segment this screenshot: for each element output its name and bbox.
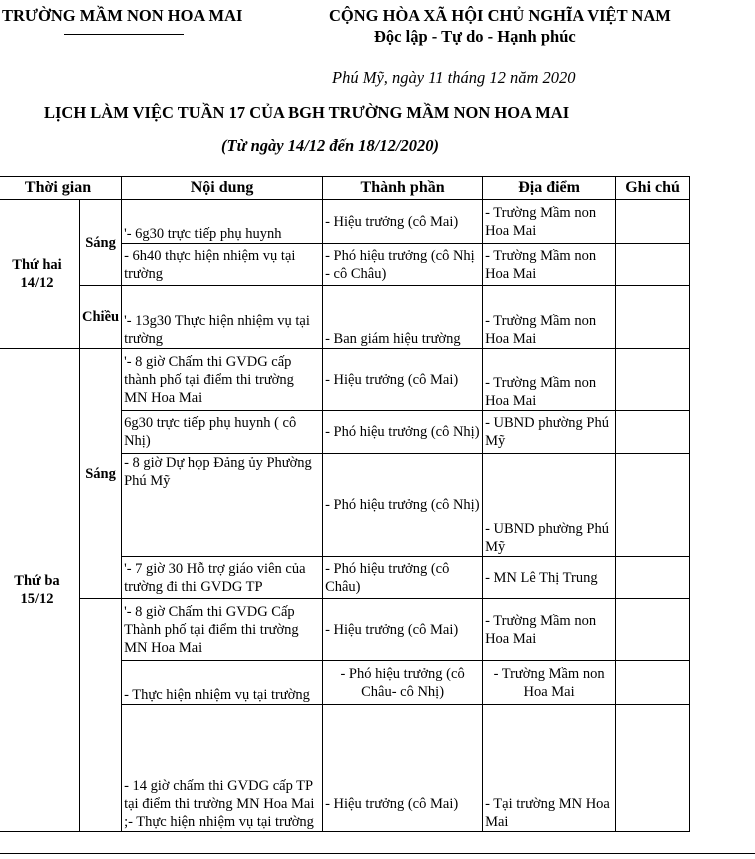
location-cell: - UBND phường Phú Mỹ: [483, 411, 616, 454]
location-cell: - Trường Mầm non Hoa Mai: [483, 244, 616, 286]
members-cell: - Ban giám hiệu trường: [323, 286, 483, 349]
members-cell: - Phó hiệu trưởng (cô Nhị): [323, 411, 483, 454]
members-cell: - Hiệu trưởng (cô Mai): [323, 200, 483, 244]
note-cell: [616, 557, 690, 599]
content-cell: '- 7 giờ 30 Hỗ trợ giáo viên của trường đi thi GVDG TP: [122, 557, 323, 599]
page-subtitle: (Từ ngày 14/12 đến 18/12/2020): [221, 136, 439, 155]
note-cell: [616, 200, 690, 244]
content-cell: - Thực hiện nhiệm vụ tại trường: [122, 661, 323, 705]
note-cell: [616, 286, 690, 349]
content-cell: '- 8 giờ Chấm thi GVDG Cấp Thành phố tại điểm thi trường MN Hoa Mai: [122, 599, 323, 661]
page-title: LỊCH LÀM VIỆC TUẦN 17 CỦA BGH TRƯỜNG MẦM NON HOA MAI: [44, 103, 570, 122]
members-cell: - Phó hiệu trưởng (cô Nhị): [323, 454, 483, 557]
day-label: Thứ hai: [12, 257, 62, 273]
day-cell-tuesday: [0, 349, 80, 832]
members-cell: - Phó hiệu trưởng (cô Nhị - cô Châu): [323, 244, 483, 286]
table-row: [0, 599, 690, 661]
location-cell: - Tại trường MN Hoa Mai: [483, 705, 616, 832]
motto: Độc lập - Tự do - Hạnh phúc: [374, 27, 576, 46]
content-cell: - 6h40 thực hiện nhiệm vụ tại trường: [122, 244, 323, 286]
members-cell: - Hiệu trưởng (cô Mai): [323, 349, 483, 411]
members-cell: - Hiệu trưởng (cô Mai): [323, 599, 483, 661]
location-cell: - Trường Mầm non Hoa Mai: [483, 200, 616, 244]
day-date: 15/12: [20, 591, 54, 607]
session-cell: Sáng: [80, 349, 122, 599]
location-cell: - Trường Mầm non Hoa Mai: [483, 661, 616, 705]
location-cell: - Trường Mầm non Hoa Mai: [483, 599, 616, 661]
table-row: [0, 349, 690, 411]
header-location: Địa điểm: [483, 177, 616, 200]
location-cell: - Trường Mầm non Hoa Mai: [483, 286, 616, 349]
header-time: Thời gian: [0, 177, 122, 200]
header-members: Thành phần: [323, 177, 483, 200]
school-underline: [64, 34, 184, 35]
note-cell: [616, 244, 690, 286]
content-cell: '- 8 giờ Chấm thi GVDG cấp thành phố tại điểm thi trường MN Hoa Mai: [122, 349, 323, 411]
header-note: Ghi chú: [616, 177, 690, 200]
members-cell: - Phó hiệu trưởng (cô Châu- cô Nhị): [323, 661, 483, 705]
note-cell: [616, 349, 690, 411]
content-line: ;- Thực hiện nhiệm vụ tại trường: [124, 814, 314, 830]
note-cell: [616, 705, 690, 832]
content-cell: '- 13g30 Thực hiện nhiệm vụ tại trường: [122, 286, 323, 349]
day-label: Thứ ba: [14, 573, 60, 589]
day-cell-monday: [0, 200, 80, 349]
table-row: [0, 200, 690, 244]
school-name: TRƯỜNG MẦM NON HOA MAI: [2, 6, 243, 25]
content-cell: 6g30 trực tiếp phụ huynh ( cô Nhị): [122, 411, 323, 454]
session-cell: Chiều: [80, 286, 122, 349]
members-cell: - Hiệu trưởng (cô Mai): [323, 705, 483, 832]
session-cell: Sáng: [80, 200, 122, 286]
note-cell: [616, 411, 690, 454]
content-cell: [122, 705, 323, 832]
content-cell: - 8 giờ Dự họp Đảng ủy Phường Phú Mỹ: [122, 454, 323, 557]
day-date: 14/12: [20, 275, 54, 291]
content-line: tại điểm thi trường MN Hoa Mai: [124, 796, 315, 812]
location-cell: - UBND phường Phú Mỹ: [483, 454, 616, 557]
session-cell: [80, 599, 122, 832]
note-cell: [616, 454, 690, 557]
content-line: - 14 giờ chấm thi GVDG cấp TP: [124, 778, 314, 794]
place-date: Phú Mỹ, ngày 11 tháng 12 năm 2020: [332, 68, 576, 87]
table-header-row: [0, 177, 690, 200]
location-cell: - MN Lê Thị Trung: [483, 557, 616, 599]
note-cell: [616, 661, 690, 705]
note-cell: [616, 599, 690, 661]
nation-title: CỘNG HÒA XÃ HỘI CHỦ NGHĨA VIỆT NAM: [329, 6, 671, 25]
members-cell: - Phó hiệu trưởng (cô Châu): [323, 557, 483, 599]
table-row: [0, 286, 690, 349]
footer-divider: [0, 853, 755, 854]
content-cell: '- 6g30 trực tiếp phụ huynh: [122, 200, 323, 244]
schedule-table: [0, 176, 690, 832]
location-cell: - Trường Mầm non Hoa Mai: [483, 349, 616, 411]
header-content: Nội dung: [122, 177, 323, 200]
